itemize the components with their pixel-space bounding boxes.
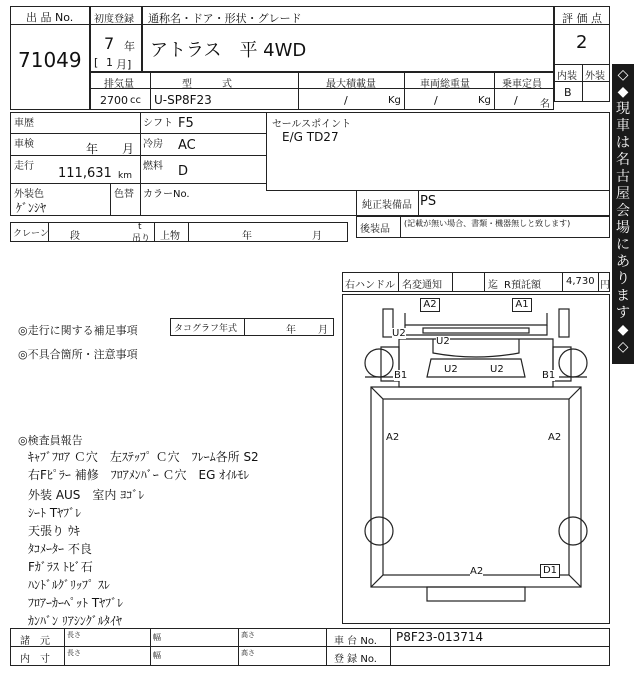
car-name-label: 通称名・ドア・形状・グレード: [148, 12, 302, 25]
long-label-2: 長さ: [67, 649, 81, 657]
inspector-line-9: ﾌﾛｱｰｶｰﾍﾟｯﾄ Tﾔﾌﾞﾚ: [28, 596, 124, 610]
damage-u2-right: U2: [490, 364, 504, 375]
banner-char: 現: [616, 101, 630, 117]
inspection-label: 車検: [14, 139, 34, 150]
max-load-unit: Kg: [388, 95, 401, 106]
first-reg-label: 初度登録: [94, 14, 134, 25]
ton-unit: t: [138, 222, 142, 232]
damage-a1-top-right: A1: [512, 298, 532, 312]
car-name: アトラス 平 4WD: [150, 40, 307, 61]
inner-label: 内 寸: [20, 654, 50, 665]
fuel-value: D: [178, 164, 189, 179]
lift-unit: 吊り: [132, 234, 151, 244]
retrofit-label: 後装品: [360, 224, 390, 235]
capacity-unit: 名: [540, 99, 550, 110]
banner-char: 車: [616, 118, 630, 134]
mileage: 111,631: [58, 166, 112, 181]
banner-char: 屋: [616, 186, 630, 202]
damage-a2-left: A2: [386, 432, 400, 443]
inspector-line-4: ｼｰﾄ Tﾔﾌﾞﾚ: [28, 506, 82, 520]
mileage-label: 走行: [14, 161, 34, 172]
mileage-unit: km: [118, 171, 132, 181]
inspector-line-7: Fｶﾞﾗｽ ﾄﾋﾞ石: [28, 560, 93, 574]
banner-char: は: [616, 135, 630, 151]
footer-table: [10, 628, 610, 666]
reg-label: 登 録 No.: [334, 654, 377, 665]
max-load-label: 最大積載量: [326, 79, 376, 90]
long-label-1: 長さ: [67, 631, 81, 639]
history-label: 車歴: [14, 118, 34, 129]
recycle-label: R預託額: [504, 280, 541, 291]
interior-label: 内装: [557, 71, 577, 82]
damage-a2-top-left: A2: [420, 298, 440, 312]
tax-label: 迄: [488, 280, 498, 291]
crane-month-unit: 月: [312, 231, 322, 242]
banner-char: 名: [616, 152, 630, 168]
chassis-label: 車 台 No.: [334, 636, 377, 647]
dims-label: 諸 元: [20, 636, 50, 647]
eval-score: 2: [576, 32, 588, 53]
color-label: 外装色: [14, 189, 44, 200]
month-unit: 月]: [116, 58, 132, 71]
stage-unit: 段: [70, 231, 80, 242]
capacity-label: 乗車定員: [502, 79, 542, 90]
banner-char: ◇: [617, 339, 629, 355]
banner-char: ま: [616, 288, 630, 304]
first-reg-month: 1: [106, 56, 113, 69]
inspector-line-3: 外装 AUS 室内 ﾖｺﾞﾚ: [28, 488, 145, 502]
chassis-number: P8F23-013714: [396, 630, 484, 644]
crane-year-unit: 年: [242, 231, 252, 242]
eval-label: 評 価 点: [562, 12, 602, 25]
shift-label: シフト: [143, 118, 173, 129]
genuine-value: PS: [420, 194, 437, 209]
inspector-line-10: ｶﾝﾊﾞﾝ ﾘｱｼﾝｸﾞﾙﾀｲﾔ: [28, 614, 122, 628]
inspector-line-8: ﾊﾝﾄﾞﾙｸﾞﾘｯﾌﾟ ｽﾚ: [28, 578, 110, 592]
disp-label: 排気量: [104, 79, 134, 90]
gvw-unit: Kg: [478, 95, 491, 106]
banner-char: ◇: [617, 67, 629, 83]
color-code-label: カラーNo.: [143, 189, 190, 200]
banner-char: 場: [616, 220, 630, 236]
recycle-amount: 4,730: [566, 276, 595, 287]
damage-a2-bottom: A2: [470, 566, 484, 577]
shift-value: F5: [178, 116, 194, 131]
banner-char: あ: [616, 254, 630, 270]
banner-char: 会: [616, 203, 630, 219]
banner-char: り: [616, 271, 630, 287]
name-change-label: 名変通知: [402, 280, 442, 291]
inspector-line-5: 天張り ｳｷ: [28, 524, 80, 538]
banner-char: す: [616, 305, 630, 321]
gvw-label: 車両総重量: [420, 79, 470, 90]
inspector-line-6: ﾀｺﾒｰﾀｰ 不良: [28, 542, 92, 556]
interior-grade: B: [564, 86, 572, 99]
location-banner: [612, 64, 634, 364]
tacho-label: タコグラフ年式: [174, 324, 238, 334]
damage-u2-mid: U2: [444, 364, 458, 375]
defect-label: ◎不具合箇所・注意事項: [18, 348, 138, 361]
tacho-month-unit: 月: [318, 325, 328, 336]
damage-u2-cab-left: U2: [392, 328, 406, 339]
tacho-year-unit: 年: [286, 325, 296, 336]
aircon-value: AC: [178, 138, 196, 153]
retrofit-note: (記載が無い場合、書類・機器無しと致します): [404, 219, 571, 228]
fuel-label: 燃料: [143, 161, 163, 172]
inspection-month-unit: 月: [122, 142, 135, 156]
color-value: ｹﾞﾝｼﾔ: [16, 201, 47, 215]
banner-char: ◆: [617, 84, 629, 100]
height-label-2: 高さ: [241, 649, 255, 657]
driving-notes-label: ◎走行に関する補足事項: [18, 324, 138, 337]
color-change-label: 色替: [114, 189, 134, 200]
model-label: 型 式: [182, 79, 232, 90]
exterior-label: 外装: [585, 71, 605, 82]
damage-b1-right: B1: [542, 370, 556, 381]
damage-b1-left: B1: [394, 370, 408, 381]
banner-char: ◆: [617, 322, 629, 338]
year-unit: 年: [124, 40, 135, 53]
lift-label: 上物: [160, 231, 180, 242]
gvw-slash: /: [434, 94, 438, 107]
height-label-1: 高さ: [241, 631, 255, 639]
crane-label: クレーン: [13, 229, 49, 239]
displacement: 2700: [100, 94, 128, 107]
inspector-label: ◎検査員報告: [18, 434, 83, 447]
sales-point-label: セールスポイント: [272, 119, 352, 130]
model-code: U-SP8F23: [154, 93, 212, 107]
disp-unit: cc: [130, 95, 141, 106]
damage-u2-cab-top: U2: [436, 336, 450, 347]
inspector-line-1: ｷｬﾌﾞﾌﾛｱ Ｃ穴 左ｽﾃｯﾌﾟ Ｃ穴 ﾌﾚｰﾑ各所 S2: [28, 450, 259, 464]
first-reg-year: 7: [104, 34, 115, 53]
lot-number: 71049: [18, 48, 82, 72]
inspector-line-2: 右Fﾋﾟﾗｰ 補修 ﾌﾛｱﾒﾝﾊﾞｰ Ｃ穴 EG ｵｲﾙﾓﾚ: [28, 468, 250, 482]
banner-char: に: [616, 237, 630, 253]
month-open: [: [94, 56, 99, 69]
width-label-1: 幅: [153, 633, 161, 642]
damage-a2-right: A2: [548, 432, 562, 443]
lot-label: 出 品 No.: [26, 11, 74, 24]
genuine-label: 純正装備品: [362, 200, 412, 211]
banner-char: 古: [616, 169, 630, 185]
recycle-unit: 円: [600, 280, 610, 291]
aircon-label: 冷房: [143, 139, 163, 150]
capacity-slash: /: [514, 94, 518, 107]
sales-point: E/G TD27: [282, 130, 339, 144]
width-label-2: 幅: [153, 651, 161, 660]
inspection-year-unit: 年: [86, 142, 99, 156]
max-load-slash: /: [344, 94, 348, 107]
steering: 右ハンドル: [345, 280, 395, 291]
damage-d1: D1: [540, 564, 560, 578]
